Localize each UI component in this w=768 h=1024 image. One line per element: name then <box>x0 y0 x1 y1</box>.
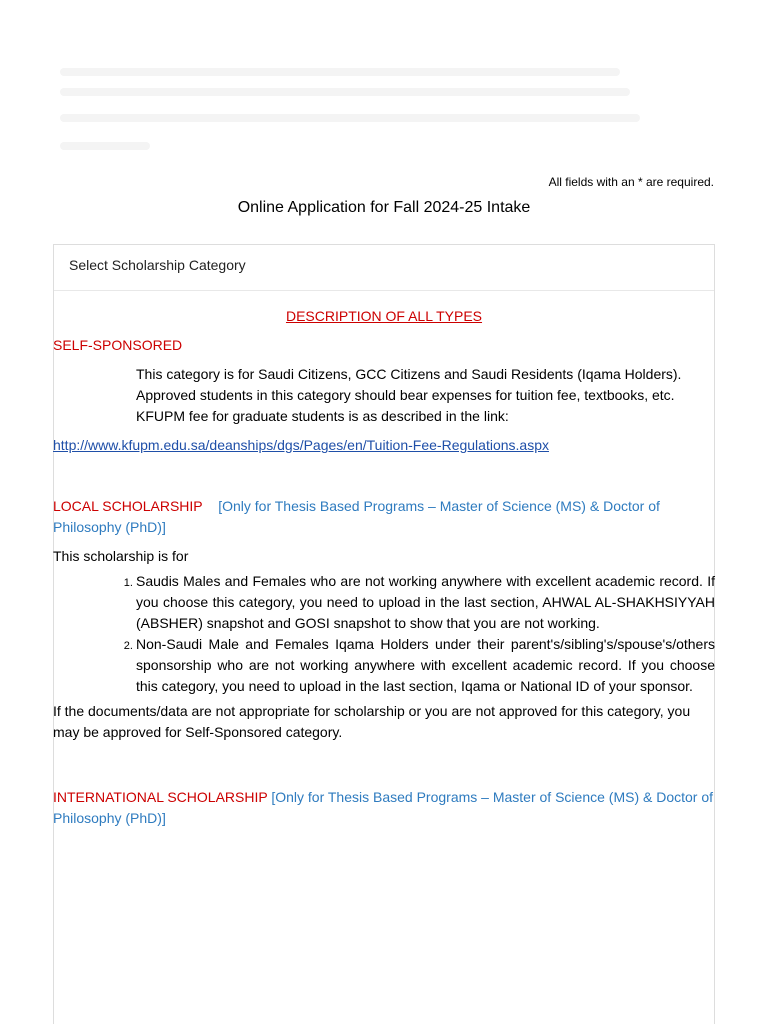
page-title: Online Application for Fall 2024-25 Intake <box>237 199 531 216</box>
international-scholarship-note: [Only for Thesis Based Programs – Master of Science (MS) & Doctor of Philosophy (PhD)] <box>53 789 714 826</box>
list-item: 2. Non-Saudi Male and Females Iqama Holders under their parent's/sibling's/spouse's/others sponsorship who are not working anywhere with excellent academic record. If you choose this category, you need to upload in the last section, Iqama or National ID of your sponsor. <box>136 634 715 697</box>
local-scholarship-heading: LOCAL SCHOLARSHIP <box>53 498 203 514</box>
description-title-row <box>53 306 715 327</box>
fee-link-row <box>53 435 715 456</box>
local-scholarship-intro: This scholarship is for <box>53 548 189 564</box>
local-scholarship-list <box>53 571 715 697</box>
panel-divider <box>54 290 714 291</box>
description-title: DESCRIPTION OF ALL TYPES <box>285 308 483 324</box>
description-content <box>53 306 715 829</box>
local-scholarship-heading-row <box>53 496 715 538</box>
required-fields-note: All fields with an * are required. <box>548 175 714 189</box>
local-scholarship-note: [Only for Thesis Based Programs – Master of Science (MS) & Doctor of Philosophy (PhD)] <box>53 498 660 535</box>
self-sponsored-heading: SELF-SPONSORED <box>53 337 183 353</box>
self-sponsored-line: KFUPM fee for graduate students is as described in the link: <box>136 408 509 424</box>
faint-header-block <box>60 62 660 162</box>
local-scholarship-footer: If the documents/data are not appropriate for scholarship or you are not approved for this category, you may be approved for Self-Sponsored category. <box>53 703 691 740</box>
tuition-fee-link[interactable]: http://www.kfupm.edu.sa/deanships/dgs/Pages/en/Tuition-Fee-Regulations.aspx <box>53 437 549 453</box>
list-item: 1. Saudis Males and Females who are not working anywhere with excellent academic record. If you choose this category, you need to upload in the last section, AHWAL AL-SHAKHSIYYAH (ABSHER) snapshot and GOSI snapshot to show that you are not working. <box>136 571 715 634</box>
faint-line <box>60 142 150 150</box>
international-scholarship-heading-row <box>53 787 715 829</box>
faint-line <box>60 68 620 76</box>
faint-line <box>60 114 640 122</box>
international-scholarship-heading: INTERNATIONAL SCHOLARSHIP <box>53 789 268 805</box>
self-sponsored-line: Approved students in this category should bear expenses for tuition fee, textbooks, etc. <box>136 387 675 403</box>
panel-heading: Select Scholarship Category <box>69 257 246 273</box>
self-sponsored-line: This category is for Saudi Citizens, GCC Citizens and Saudi Residents (Iqama Holders). <box>136 366 682 382</box>
faint-line <box>60 88 630 96</box>
